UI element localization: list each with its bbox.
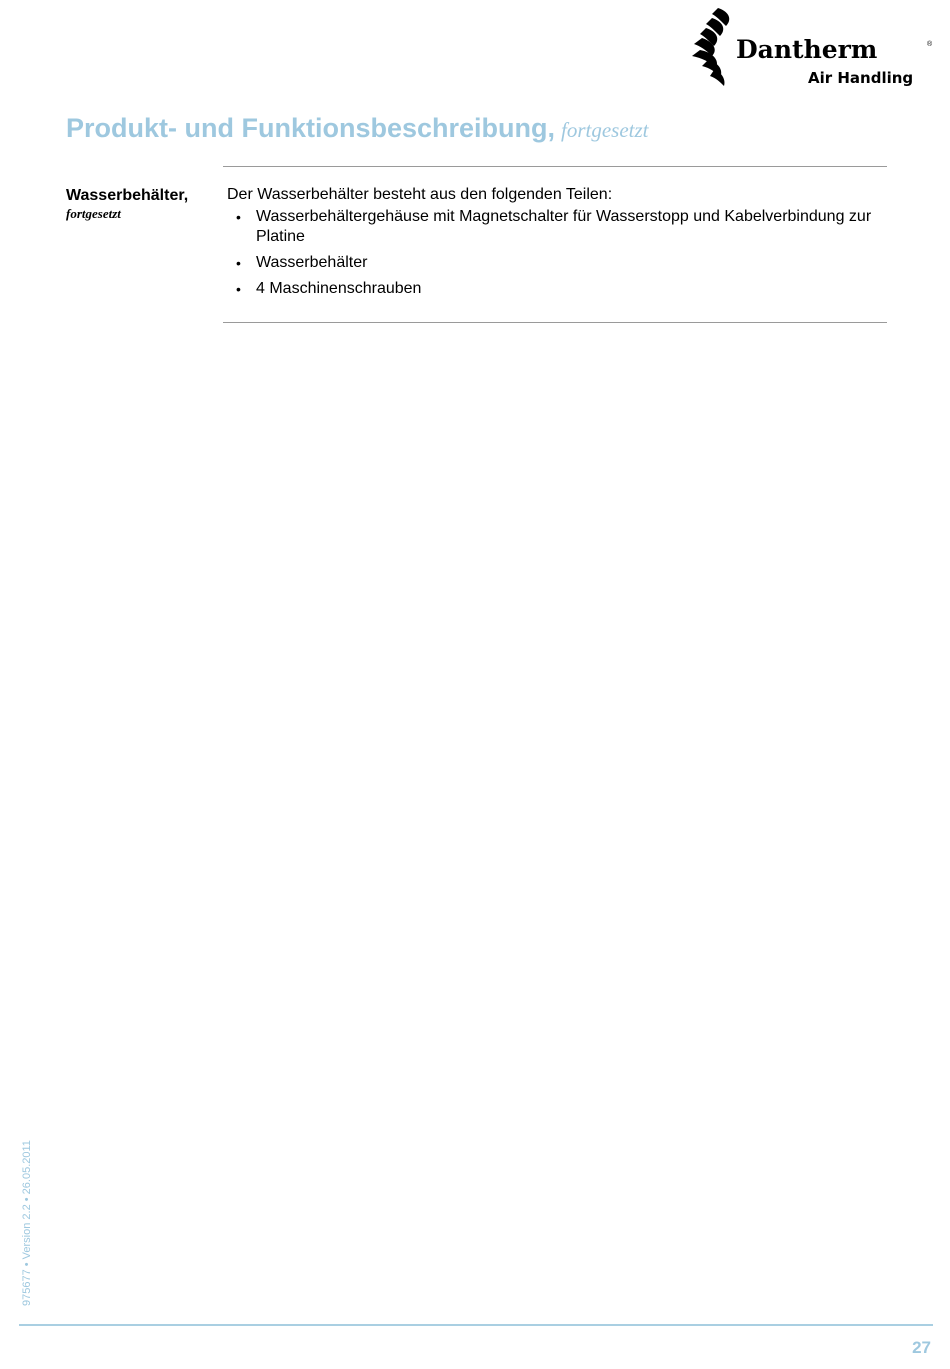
fan-swirl-icon <box>692 8 729 86</box>
section-bottom-divider <box>223 322 887 323</box>
section-side-heading <box>66 186 216 222</box>
section-label: Wasserbehälter, <box>66 187 189 204</box>
list-item-text: Wasserbehälter <box>256 254 368 271</box>
footer-divider <box>19 1324 933 1326</box>
section-body <box>227 185 887 305</box>
section-intro: Der Wasserbehälter besteht aus den folgenden Teilen: <box>227 186 613 203</box>
list-item-text: Wasserbehältergehäuse mit Magnetschalter für Wasserstopp und Kabelverbindung zur Platine <box>256 208 872 245</box>
list-item-text: 4 Maschinenschrauben <box>256 280 422 297</box>
bullet-icon: • <box>236 209 241 225</box>
bullet-icon: • <box>236 255 241 271</box>
page-title-continued: fortgesetzt <box>561 118 649 142</box>
section-label-continued: fortgesetzt <box>66 206 121 221</box>
section-top-divider <box>223 166 887 167</box>
page-title-main: Produkt- und Funktionsbeschreibung, <box>66 113 555 143</box>
page-title <box>66 113 649 144</box>
parts-list <box>227 207 887 299</box>
list-item <box>227 253 887 273</box>
bullet-icon: • <box>236 281 241 297</box>
logo-registered-mark: ® <box>927 41 933 48</box>
list-item <box>227 279 887 299</box>
logo-tagline-text: Air Handling <box>808 69 914 87</box>
list-item <box>227 207 887 247</box>
document-version-info: 975677 • Version 2.2 • 26.05.2011 <box>21 1140 33 1306</box>
logo-brand-text: Dantherm <box>736 35 878 64</box>
page-number: 27 <box>912 1338 931 1357</box>
dantherm-logo <box>690 6 935 90</box>
